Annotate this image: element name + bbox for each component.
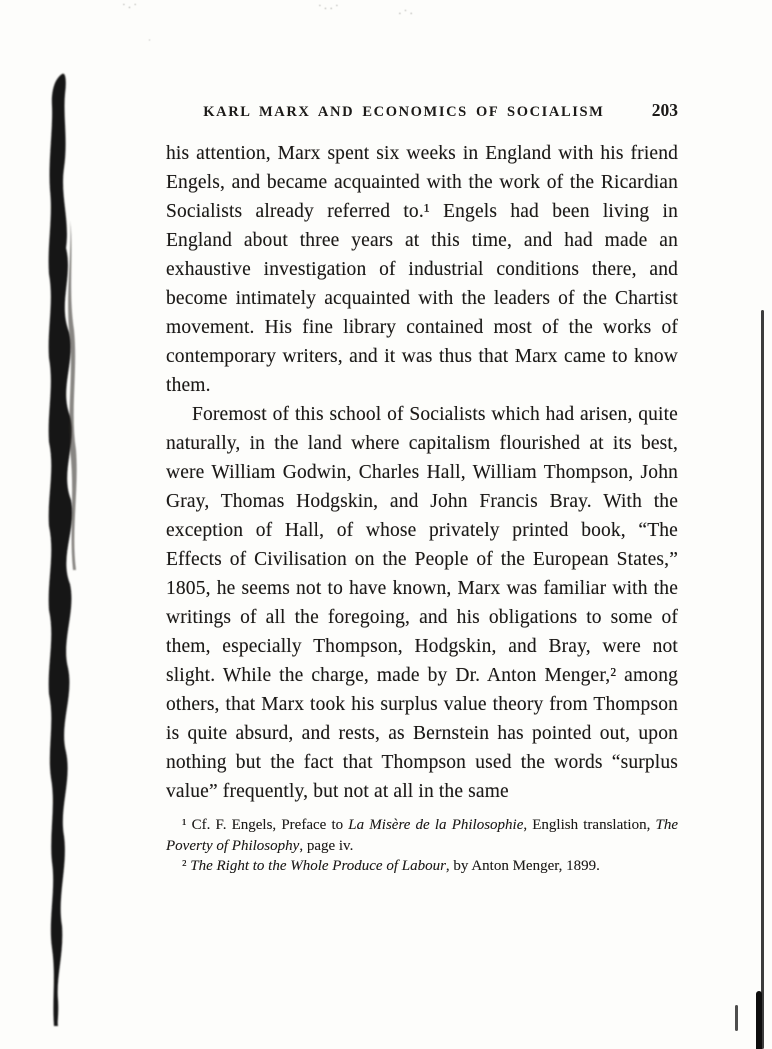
scan-small-mark bbox=[735, 1005, 738, 1031]
footnote-title: The Right to the Whole Produce of Labour bbox=[190, 858, 446, 874]
footnote-text: ¹ Cf. F. Engels, Preface to bbox=[182, 817, 349, 833]
scan-smudge: ·˙· bbox=[398, 8, 415, 20]
footnote-text: , page iv. bbox=[299, 837, 354, 854]
scan-edge-line bbox=[761, 310, 764, 1049]
scan-smudge: ˙··˙ bbox=[318, 3, 341, 15]
running-head bbox=[166, 100, 678, 121]
body-text bbox=[166, 139, 678, 806]
paragraph: Foremost of this school of Socialists which had arisen, quite naturally, in the land where capitalism flourished at its best, were William Godwin, Charles Hall, William Thompson, John Gray, Thomas Hodgskin, and John Francis Bray. With the exception of Hall, of whose privately printed book, “The Effects of Civilisation on the People of the European States,” 1805, he seems not to have known, Marx was familiar with the writings of all the foregoing, and his obligations to some of them, especially Thompson, Hodgskin, and Bray, were not slight. While the charge, made by Dr. Anton Menger,² among others, that Marx took his surplus value theory from Thompson is quite absurd, and rests, as Bernstein has pointed out, upon nothing but the fact that Thompson used the words “surplus value” frequently, but not at all in the same bbox=[166, 404, 678, 802]
text-column bbox=[166, 100, 678, 877]
footnotes bbox=[166, 815, 678, 877]
footnote-text: ² bbox=[182, 858, 191, 874]
scan-corner-mark bbox=[756, 991, 762, 1049]
footnote-text: , by Anton Menger, 1899. bbox=[445, 858, 600, 874]
footnote-title: The Poverty of Philosophy bbox=[166, 817, 678, 854]
scan-smudge: ˙·˙ bbox=[122, 2, 139, 14]
ink-smear-artifact bbox=[46, 70, 80, 1030]
footnote bbox=[166, 815, 678, 856]
scan-smudge: ˙ bbox=[148, 38, 153, 48]
paragraph: his attention, Marx spent six weeks in England with his friend Engels, and became acquainted with the work of the Ricardian Socialists already referred to.¹ Engels had been living in England about three years at this time, and had made an exhaustive investigation of industrial conditions there, and become intimately acquainted with the leaders of the Chartist movement. His fine library contained most of the works of contemporary writers, and it was thus that Marx came to know them. bbox=[166, 143, 678, 396]
chapter-running-title: KARL MARX AND ECONOMICS OF SOCIALISM bbox=[203, 104, 605, 120]
footnote-text: , English translation, bbox=[523, 817, 656, 833]
page-number: 203 bbox=[651, 100, 678, 120]
footnote bbox=[166, 856, 678, 877]
footnote-title: La Misère de la Philosophie bbox=[348, 817, 524, 833]
